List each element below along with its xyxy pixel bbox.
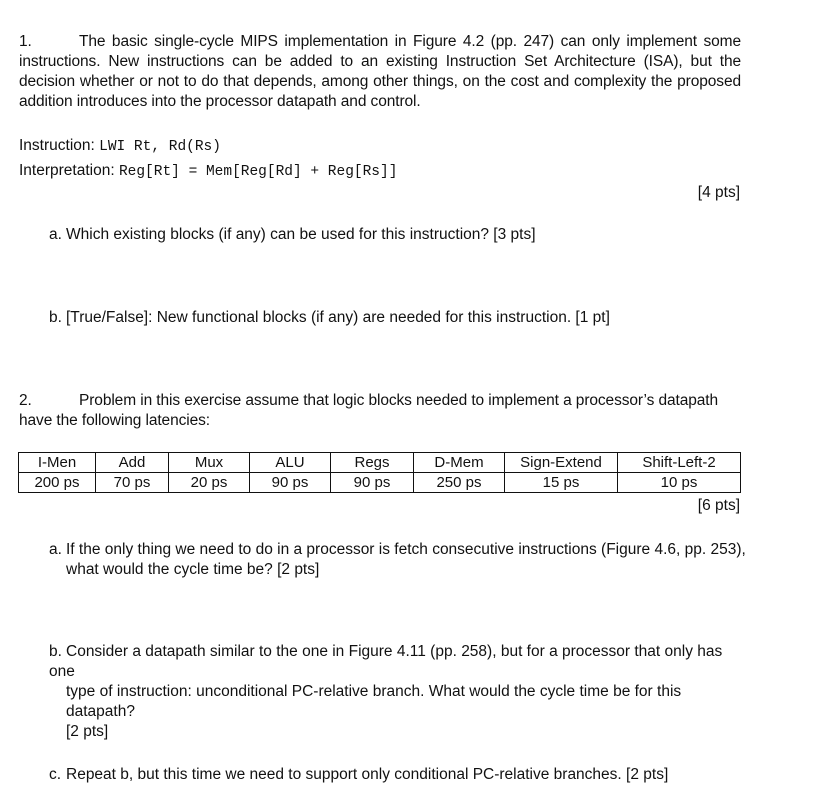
latency-table-value-row xyxy=(19,473,741,493)
question-text-line: Consider a datapath similar to the one in Figure 4.11 (pp. 258), but for a processor that only has one xyxy=(49,643,723,680)
header-cell: I-Men xyxy=(19,453,96,473)
header-cell: Add xyxy=(96,453,169,473)
question-label: a. xyxy=(49,541,62,558)
question-text-line: what would the cycle time be? [2 pts] xyxy=(66,561,320,578)
question-text-line: Repeat b, but this time we need to support only conditional PC-relative branches. [2 pts] xyxy=(66,766,669,783)
header-cell: D-Mem xyxy=(414,453,505,473)
question-text-line: [2 pts] xyxy=(66,723,109,740)
value-cell: 250 ps xyxy=(414,473,505,493)
interpretation-line xyxy=(19,161,397,182)
question-text-line: type of instruction: unconditional PC-relative branch. What would the cycle time be for this datapath? xyxy=(66,683,682,720)
question-1a xyxy=(49,225,749,245)
value-cell: 20 ps xyxy=(169,473,250,493)
problem-2-text: Problem in this exercise assume that logic blocks needed to implement a processor’s datapath have the following latencies: xyxy=(19,392,718,429)
interpretation-label: Interpretation: xyxy=(19,162,119,179)
header-cell: Regs xyxy=(331,453,414,473)
value-cell: 90 ps xyxy=(250,473,331,493)
header-cell: ALU xyxy=(250,453,331,473)
value-cell: 15 ps xyxy=(505,473,618,493)
question-text: Which existing blocks (if any) can be used for this instruction? [3 pts] xyxy=(66,226,536,243)
question-2b xyxy=(49,642,749,742)
problem-2-points: [6 pts] xyxy=(697,497,740,514)
interpretation-code: Reg[Rt] = Mem[Reg[Rd] + Reg[Rs]] xyxy=(118,164,398,180)
problem-1-points: [4 pts] xyxy=(697,184,740,201)
instruction-code: LWI Rt, Rd(Rs) xyxy=(99,139,221,155)
header-cell: Sign-Extend xyxy=(505,453,618,473)
problem-2-number: 2. xyxy=(19,392,32,409)
question-label: a. xyxy=(49,226,62,243)
question-2a xyxy=(49,540,749,580)
header-cell: Shift-Left-2 xyxy=(618,453,741,473)
latency-table-header-row xyxy=(19,453,741,473)
question-text: [True/False]: New functional blocks (if any) are needed for this instruction. [1 pt] xyxy=(66,309,610,326)
value-cell: 200 ps xyxy=(19,473,96,493)
instruction-line xyxy=(19,136,221,157)
question-label: b. xyxy=(49,309,62,326)
value-cell: 90 ps xyxy=(331,473,414,493)
value-cell: 70 ps xyxy=(96,473,169,493)
question-label: c. xyxy=(49,766,62,783)
problem-2-intro xyxy=(19,391,741,431)
value-cell: 10 ps xyxy=(618,473,741,493)
question-label: b. xyxy=(49,643,62,660)
problem-1-text: The basic single-cycle MIPS implementation in Figure 4.2 (pp. 247) can only implement some instructions. New instructions can be added to an existing Instruction Set Architecture (ISA), but the decision whether or not to do that depends, among other things, on the cost and complexity the proposed addition introduces into the processor datapath and control. xyxy=(19,33,741,110)
question-text-line: If the only thing we need to do in a processor is fetch consecutive instructions (Figure 4.6, pp. 253), xyxy=(66,541,746,558)
problem-1-number: 1. xyxy=(19,33,32,50)
question-2c xyxy=(49,765,749,785)
latency-table xyxy=(18,452,741,493)
problem-1-intro xyxy=(19,32,741,112)
question-1b xyxy=(49,308,749,328)
instruction-label: Instruction: xyxy=(19,137,100,154)
header-cell: Mux xyxy=(169,453,250,473)
